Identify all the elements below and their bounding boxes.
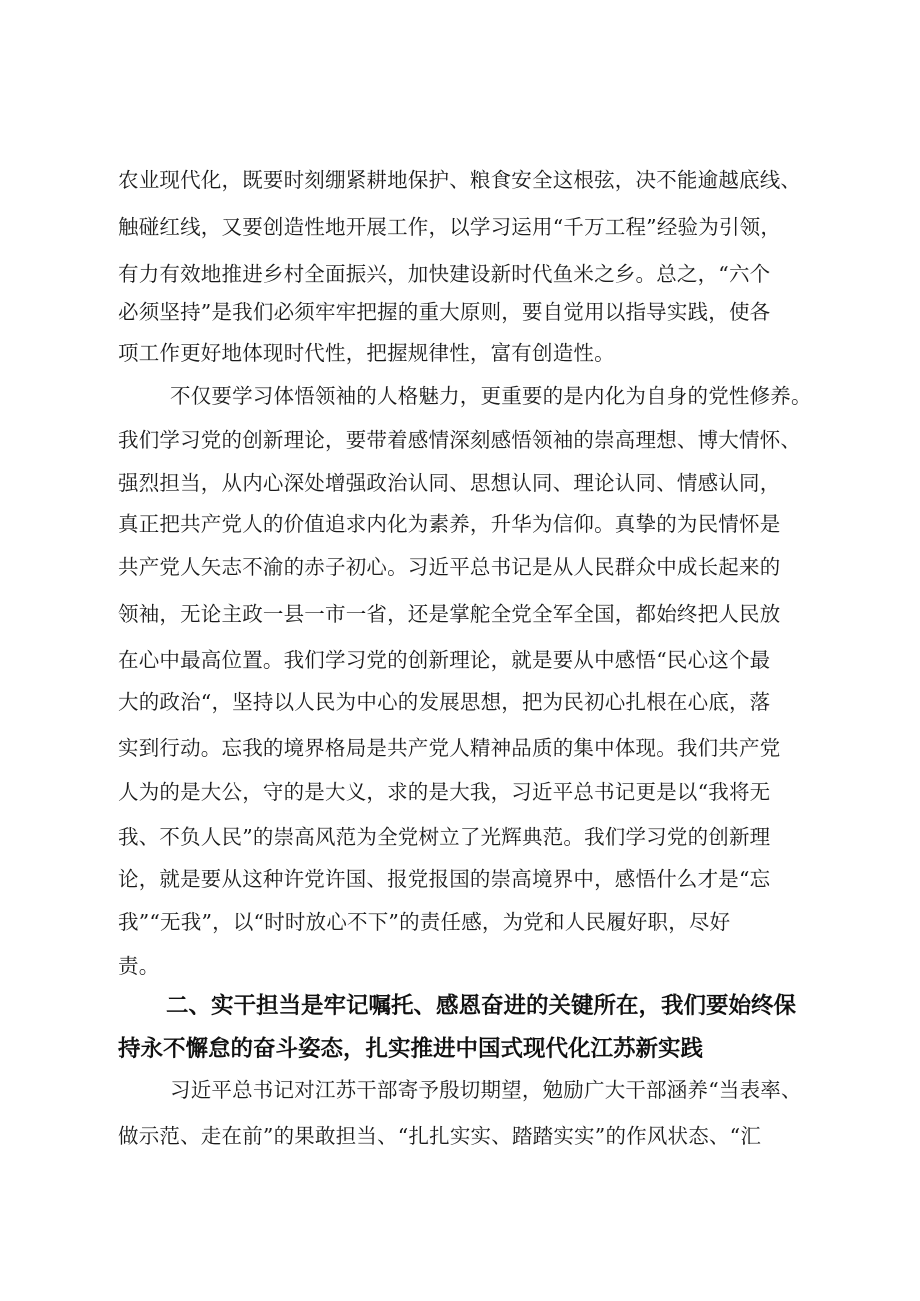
- paragraph-2-line-9: 实到行动。忘我的境界格局是共产党人精神品质的集中体现。我们共产党: [118, 736, 781, 760]
- paragraph-2-line-6: 领袖，无论主政一县一市一省，还是掌舵全党全军全国，都始终把人民放: [118, 602, 781, 626]
- final-paragraph-line-1: 习近平总书记对江苏干部寄予殷切期望，勉励广大干部涵养“当表率、: [170, 1078, 802, 1102]
- paragraph-2-line-3: 强烈担当，从内心深处增强政治认同、思想认同、理论认同、情感认同，: [118, 471, 781, 495]
- final-paragraph-line-2: 做示范、走在前”的果敢担当、“扎扎实实、踏踏实实”的作风状态、“汇: [118, 1124, 762, 1148]
- paragraph-1-line-4: 必须坚持”是我们必须牢牢把握的重大原则，要自觉用以指导实践，使各: [118, 300, 771, 324]
- paragraph-1-line-2: 触碰红线，又要创造性地开展工作，以学习运用“千万工程”经验为引领，: [118, 215, 782, 239]
- paragraph-2-line-10: 人为的是大公，守的是大义，求的是大我，习近平总书记更是以“我将无: [118, 780, 771, 804]
- paragraph-1-line-5: 项工作更好地体现时代性，把握规律性，富有创造性。: [118, 341, 615, 365]
- paragraph-2-line-1: 不仅要学习体悟领袖的人格魅力，更重要的是内化为自身的党性修养。: [170, 384, 812, 408]
- paragraph-2-line-14: 责。: [118, 954, 160, 978]
- section-heading-line-2: 持永不懈怠的奋斗姿态，扎实推进中国式现代化江苏新实践: [118, 1036, 704, 1062]
- paragraph-2-line-11: 我、不负人民”的崇高风范为全党树立了光辉典范。我们学习党的创新理: [118, 825, 771, 849]
- paragraph-1-line-3: 有力有效地推进乡村全面振兴，加快建设新时代鱼米之乡。总之，“六个: [118, 262, 771, 286]
- paragraph-2-line-5: 共产党人矢志不渝的赤子初心。习近平总书记是从人民群众中成长起来的: [118, 555, 781, 579]
- paragraph-2-line-4: 真正把共产党人的价值追求内化为素养，升华为信仰。真挚的为民情怀是: [118, 512, 781, 536]
- paragraph-2-line-7: 在心中最高位置。我们学习党的创新理论，就是要从中感悟“民心这个最: [118, 648, 771, 672]
- section-heading-line-1: 二、实干担当是牢记嘱托、感恩奋进的关键所在，我们要始终保: [166, 993, 797, 1019]
- paragraph-2-line-8: 大的政治“，坚持以人民为中心的发展思想，把为民初心扎根在心底，落: [118, 690, 771, 714]
- paragraph-2-line-12: 论，就是要从这种许党许国、报党报国的崇高境界中，感悟什么才是“忘: [118, 867, 771, 891]
- paragraph-1-line-1: 农业现代化，既要时刻绷紧耕地保护、粮食安全这根弦，决不能逾越底线、: [118, 168, 802, 192]
- paragraph-2-line-13: 我”“无我”，以“时时放心不下”的责任感，为党和人民履好职，尽好: [118, 910, 731, 934]
- paragraph-2-line-2: 我们学习党的创新理论，要带着感情深刻感悟领袖的崇高理想、博大情怀、: [118, 428, 802, 452]
